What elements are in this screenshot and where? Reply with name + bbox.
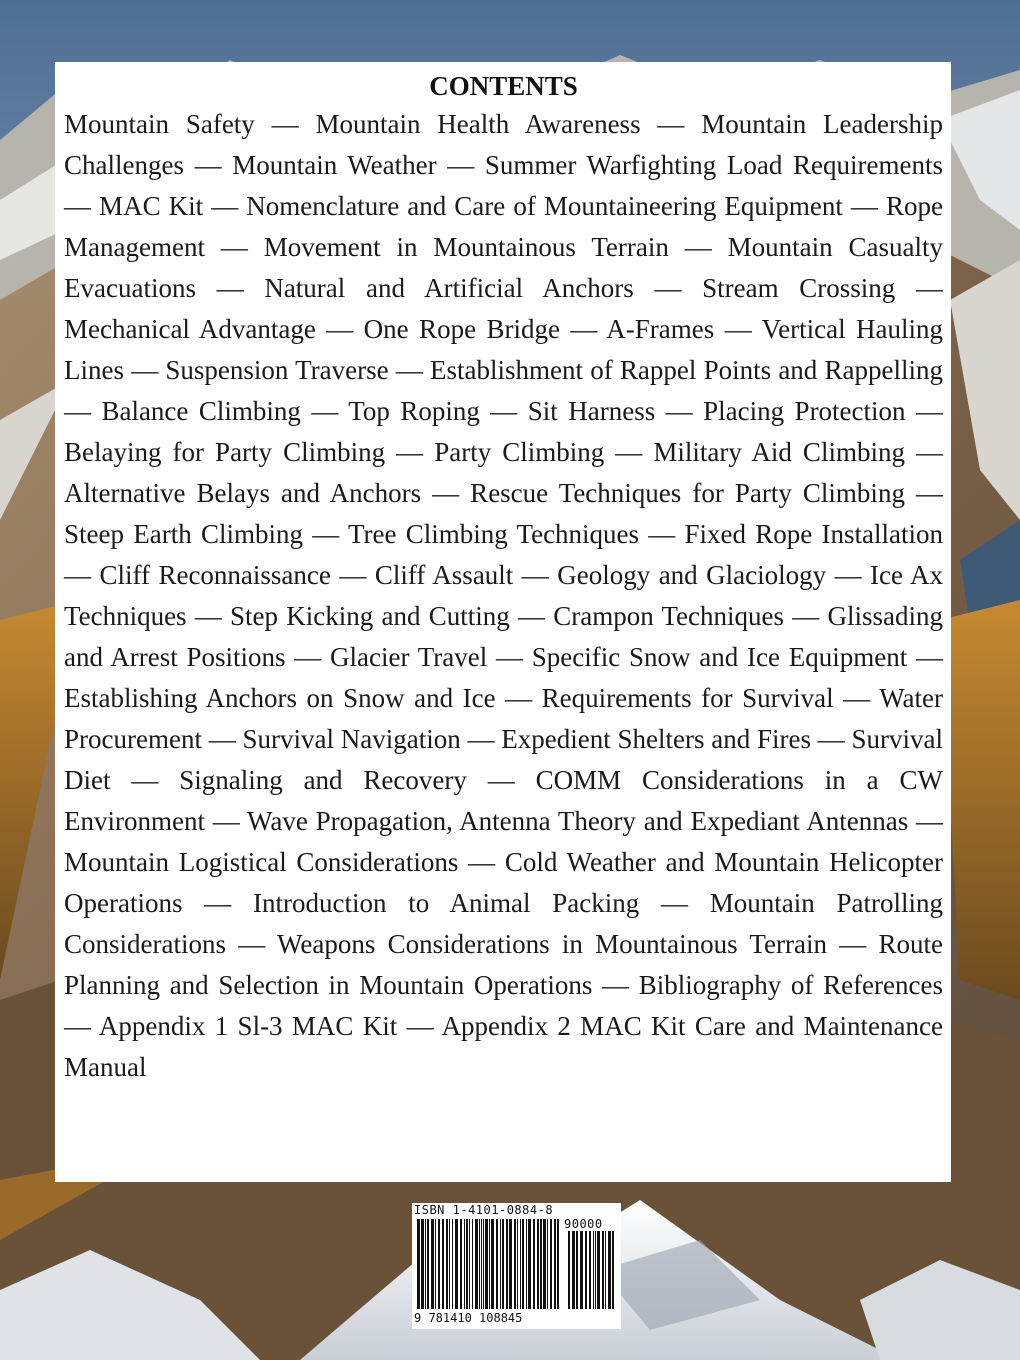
barcode-bar <box>602 1231 604 1309</box>
contents-panel <box>55 62 951 1182</box>
contents-title: CONTENTS <box>429 71 578 101</box>
barcode-bar <box>475 1219 478 1309</box>
barcode-bar <box>506 1219 508 1309</box>
barcode-bar <box>421 1219 424 1309</box>
ean-digits: 9 781410 108845 <box>414 1311 523 1325</box>
barcode-bar <box>580 1231 583 1309</box>
isbn-barcode <box>412 1203 621 1329</box>
barcode-bar <box>460 1219 462 1309</box>
barcode-bar <box>572 1231 575 1309</box>
barcode-bar <box>472 1219 473 1309</box>
barcode-bar <box>597 1231 600 1309</box>
barcode-bar <box>469 1219 470 1309</box>
barcode-bar <box>605 1231 606 1309</box>
barcode-bar <box>417 1219 420 1309</box>
barcode-bar <box>554 1219 556 1309</box>
barcode-bar <box>528 1219 531 1309</box>
barcode-bar <box>489 1219 490 1309</box>
barcode-bar <box>464 1219 465 1309</box>
barcode-bar <box>537 1219 539 1309</box>
barcode-bar <box>435 1219 436 1309</box>
barcode-bar <box>466 1219 468 1309</box>
barcode-bar <box>496 1219 498 1309</box>
barcode-bar <box>438 1219 440 1309</box>
barcode-bar <box>517 1219 518 1309</box>
isbn-label: ISBN 1-4101-0884-8 <box>414 1203 554 1217</box>
barcode-bar <box>612 1231 614 1309</box>
barcode-bar <box>593 1231 594 1309</box>
barcode-addon-bars <box>567 1231 617 1309</box>
barcode-bar <box>481 1219 482 1309</box>
barcode-bar <box>455 1219 458 1309</box>
contents-list: Mountain Safety — Mountain Health Awareness — Mountain Leadership Challenges — Mountain Weather — Summer Warfighting Load Requirements — MAC Kit — Nomenclature and Care of Mountaineering Equipment — Rope Management — Movement in Mountainous Terrain — Mountain Casualty Evacuations — Natural and Artificial Anchors — Stream Crossing — Mechanical Advantage — One Rope Bridge — A-Frames — Vertical Hauling Lines — Suspension Traverse — Establishment of Rappel Points and Rappelling — Balance Climbing — Top Roping — Sit Harness — Placing Protection — Belaying for Party Climbing — Party Climbing — Military Aid Climbing — Alternative Belays and Anchors — Rescue Techniques for Party Climbing — Steep Earth Climbing — Tree Climbing Techniques — Fixed Rope Installation — Cliff Reconnaissance — Cliff Assault — Geology and Glaciology — Ice Ax Techniques — Step Kicking and Cutting — Crampon Techniques — Glissading and Arrest Positions — Glacier Travel — Specific Snow and Ice Equipment — Establishing Anchors on Snow and Ice — Requirements for Survival — Water Procurement — Survival Navigation — Expedient Shelters and Fires — Survival Diet — Signaling and Recovery — COMM Considerations in a CW Environment — Wave Propagation, Antenna Theory and Expediant Antennas — Mountain Logistical Considerations — Cold Weather and Mountain Helicopter Operations — Introduction to Animal Packing — Mountain Patrolling Considerations — Weapons Considerations in Mountainous Terrain — Route Planning and Selection in Mountain Operations — Bibliography of References — Appendix 1 Sl-3 MAC Kit — Appendix 2 MAC Kit Care and Maintenance Manual <box>64 109 943 1082</box>
barcode-bar <box>576 1231 578 1309</box>
barcode-bar <box>595 1231 596 1309</box>
barcode-bar <box>502 1219 504 1309</box>
barcode-bar <box>608 1231 611 1309</box>
barcode-bar <box>500 1219 501 1309</box>
barcode-bar <box>533 1219 535 1309</box>
barcode-bar <box>547 1219 548 1309</box>
barcode-bar <box>568 1231 570 1309</box>
barcode-bar <box>526 1219 527 1309</box>
barcode-bar <box>446 1219 448 1309</box>
barcode-bar <box>520 1219 521 1309</box>
barcode-bars <box>416 1219 562 1311</box>
barcode-bar <box>491 1219 494 1309</box>
barcode-bar <box>479 1219 480 1309</box>
barcode-bar <box>449 1219 450 1309</box>
barcode-bar <box>543 1219 546 1309</box>
barcode-bar <box>522 1219 524 1309</box>
barcode-bar <box>485 1219 488 1309</box>
barcode-bar <box>557 1219 559 1309</box>
barcode-bar <box>431 1219 434 1309</box>
barcode-bar <box>585 1231 587 1309</box>
barcode-bar <box>540 1219 542 1309</box>
barcode-bar <box>427 1219 429 1309</box>
barcode-bar <box>452 1219 453 1309</box>
barcode-bar <box>442 1219 444 1309</box>
price-code: 90000 <box>564 1217 603 1231</box>
barcode-bar <box>589 1231 591 1309</box>
barcode-bar <box>509 1219 512 1309</box>
barcode-bar <box>483 1219 484 1309</box>
barcode-bar <box>514 1219 516 1309</box>
barcode-bar <box>425 1219 426 1309</box>
barcode-bar <box>550 1219 552 1309</box>
